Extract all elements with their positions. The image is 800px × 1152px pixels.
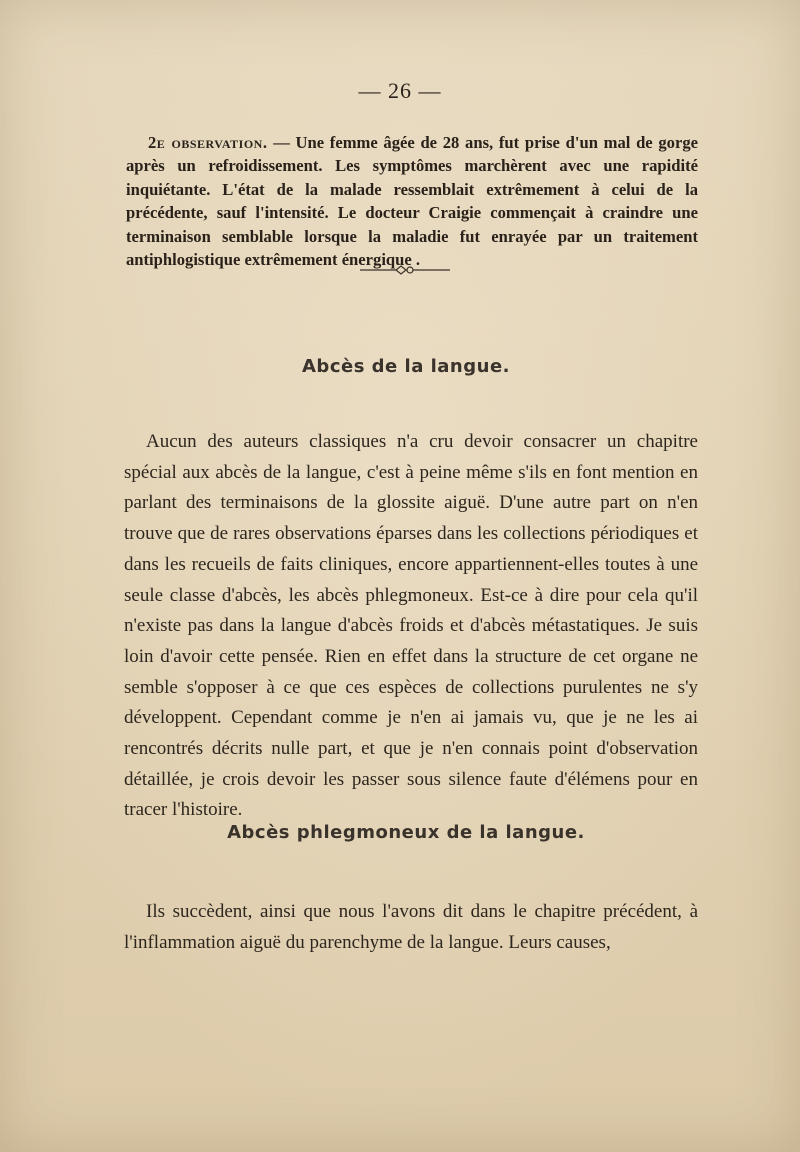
- section-paragraph-abces-phlegmoneux: Ils succèdent, ainsi que nous l'avons dit dans le chapitre précédent, à l'inflammation aiguë du parenchyme de la langue. Leurs causes,: [124, 901, 698, 953]
- observation-paragraph: [126, 131, 698, 272]
- section-paragraph-abces-langue: Aucun des auteurs classiques n'a cru devoir consacrer un chapitre spécial aux abcès de la langue, c'est à peine même s'ils en font mention en parlant des terminaisons de la glossite aiguë. D'une autre part on n'en trouve que de rares observations éparses dans les collections périodiques et dans les recueils de faits cliniques, encore appartiennent-elles toutes à une seule classe d'abcès, les abcès phlegmoneux. Est-ce à dire pour cela qu'il n'existe pas dans la langue d'abcès froids et d'abcès métastatiques. Je suis loin d'avoir cette pensée. Rien en effet dans la structure de cet organe ne semble s'opposer à ce que ces espèces de collections purulentes ne s'y développent. Cependant comme je n'en ai jamais vu, que je ne les ai rencontrés décrits nulle part, et que je n'en connais point d'observation détaillée, je crois devoir les passer sous silence faute d'élémens pour en tracer l'histoire.: [124, 431, 698, 821]
- section-divider-ornament: [360, 263, 450, 277]
- section-heading-abces-phlegmoneux: Abcès phlegmoneux de la langue.: [227, 822, 585, 843]
- observation-label: 2e observation.: [148, 132, 268, 152]
- page-number: — 26 —: [358, 78, 442, 103]
- section-heading-abces-langue: Abcès de la langue.: [302, 356, 510, 377]
- observation-text: — Une femme âgée de 28 ans, fut prise d'un mal de gorge après un refroidissement. Les symptômes marchèrent avec une rapidité inquiétante. L'état de la malade ressemblait extrêmement à celui de la précédente, sauf l'intensité. Le docteur Craigie commençait à craindre une terminaison semblable lorsque la maladie fut enrayée par un traitement antiphlogistique extrêmement énergique .: [126, 132, 698, 270]
